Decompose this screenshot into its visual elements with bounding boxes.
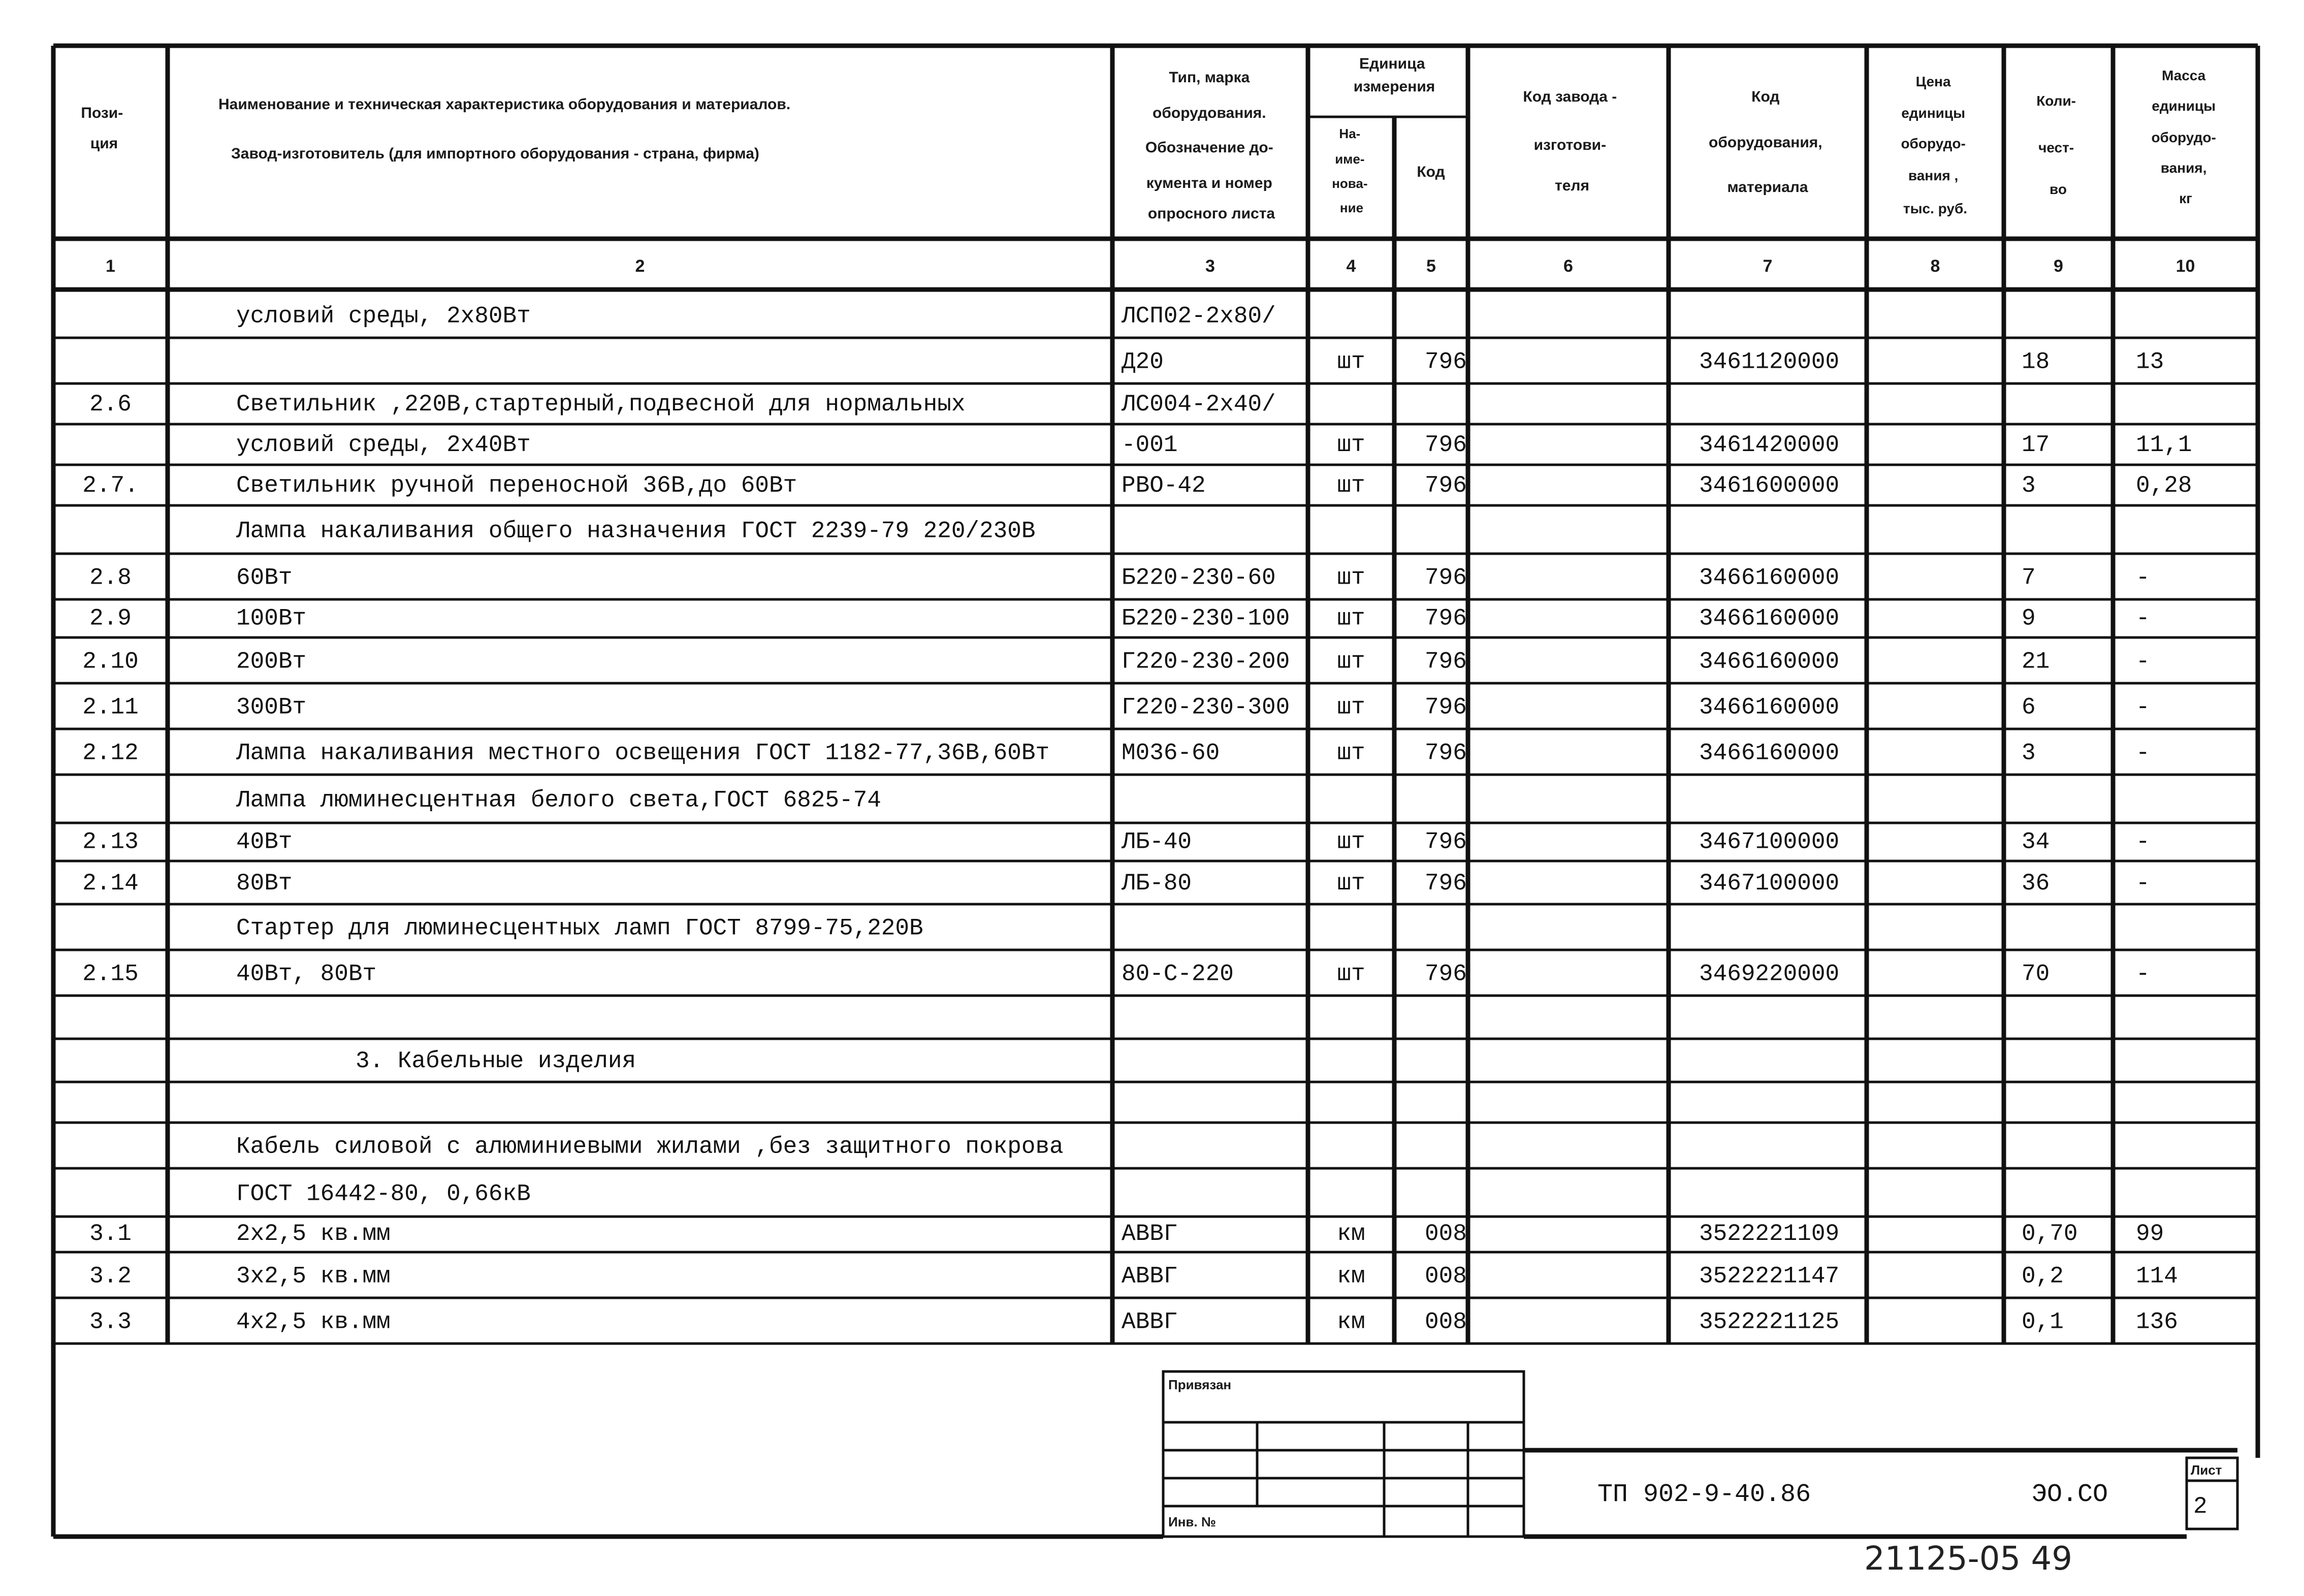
cell-name: Светильник ручной переносной 36В,до 60Вт [236, 472, 797, 499]
cell-mass: - [2136, 740, 2150, 767]
cell-pos: 2.9 [89, 605, 132, 632]
header-price: Цена единицы оборудо- вания , тыс. руб. [1901, 74, 1968, 216]
cell-qty: 36 [2022, 870, 2050, 897]
column-number: 5 [1426, 257, 1436, 276]
table-row [82, 870, 2150, 897]
cell-eq: 3461600000 [1699, 472, 1840, 499]
cell-unit: шт [1337, 961, 1365, 987]
cell-name: 300Вт [236, 694, 307, 721]
table-row [82, 961, 2150, 987]
table-row [236, 787, 881, 814]
cell-pos: 2.13 [82, 828, 139, 855]
cell-unit: км [1337, 1308, 1365, 1335]
cell-pos: 3.1 [89, 1221, 132, 1248]
table-row [89, 605, 2150, 632]
cell-eq: 3466160000 [1699, 564, 1840, 591]
column-number: 1 [106, 257, 115, 276]
cell-qty: 21 [2022, 648, 2050, 675]
column-number: 8 [1930, 257, 1940, 276]
column-number: 6 [1563, 257, 1573, 276]
table-row [82, 694, 2150, 720]
header-equipment-code: Код оборудования, материала [1709, 88, 1822, 196]
column-number: 4 [1346, 257, 1356, 276]
cell-pos: 2.7. [82, 472, 139, 499]
header-quantity: Коли- чест- во [2036, 93, 2076, 197]
table-row [236, 303, 1276, 329]
cell-type: ЛБ-40 [1122, 828, 1192, 855]
cell-eq: 3466160000 [1699, 740, 1840, 767]
cell-qty: 7 [2022, 564, 2036, 591]
table-row [236, 518, 1035, 545]
cell-pos: 2.10 [82, 648, 139, 675]
cell-unit: шт [1337, 828, 1365, 855]
table-header [81, 55, 2220, 222]
cell-name: Лампа накаливания местного освещения ГОСТ 1182-77,36В,60Вт [236, 740, 1050, 767]
cell-code: 796 [1425, 348, 1467, 375]
cell-name: 80Вт [236, 870, 293, 897]
cell-type: Б220-230-100 [1122, 605, 1290, 632]
sheet-number: 2 [2193, 1493, 2207, 1520]
table-row [1122, 348, 2164, 375]
document-mark: ЭО.СО [2032, 1480, 2108, 1509]
cell-qty: 34 [2022, 828, 2050, 855]
table-row [236, 1133, 1064, 1160]
cell-name: условий среды, 2х40Вт [236, 431, 531, 458]
cell-type: ЛСП02-2х80/ [1122, 303, 1276, 330]
cell-mass: 0,28 [2136, 472, 2192, 499]
cell-mass: - [2136, 828, 2150, 855]
header-unit-name: На- име- нова- ние [1332, 126, 1368, 215]
cell-type: ЛС004-2х40/ [1122, 391, 1276, 418]
cell-qty: 0,2 [2022, 1263, 2064, 1290]
title-block [1163, 1371, 2237, 1537]
cell-code: 008 [1425, 1308, 1467, 1335]
cell-type: -001 [1122, 431, 1178, 458]
table-row [89, 1221, 2164, 1247]
cell-type: Г220-230-200 [1122, 648, 1290, 675]
cell-code: 008 [1425, 1263, 1467, 1290]
binding-stamp-frame [1163, 1371, 1524, 1537]
table-row [82, 648, 2150, 675]
table-body [82, 303, 2192, 1335]
cell-qty: 70 [2022, 961, 2050, 987]
cell-mass: - [2136, 648, 2150, 675]
header-position: Пози- ция [81, 105, 123, 152]
cell-type: Д20 [1122, 348, 1164, 375]
table-row [82, 472, 2192, 499]
cell-unit: шт [1337, 431, 1365, 458]
header-name-line2: Завод-изготовитель (для импортного оборудования - страна, фирма) [231, 145, 759, 162]
sheet-label: Лист [2191, 1462, 2222, 1478]
cell-mass: - [2136, 605, 2150, 632]
cell-name: 40Вт [236, 828, 293, 855]
cell-name: Стартер для люминесцентных ламп ГОСТ 8799-75,220В [236, 915, 923, 942]
cell-name: ГОСТ 16442-80, 0,66кВ [236, 1180, 531, 1207]
cell-name: Лампа накаливания общего назначения ГОСТ 2239-79 220/230В [236, 518, 1036, 545]
cell-unit: шт [1337, 694, 1365, 721]
inventory-label: Инв. № [1168, 1514, 1216, 1529]
table-row [236, 915, 923, 941]
column-number: 10 [2175, 257, 2195, 276]
cell-eq: 3469220000 [1699, 961, 1840, 987]
cell-pos: 3.3 [89, 1308, 132, 1335]
cell-unit: км [1337, 1221, 1365, 1248]
cell-mass: - [2136, 564, 2150, 591]
table-row [89, 564, 2150, 591]
cell-code: 796 [1425, 431, 1467, 458]
header-plant-code: Код завода - изготови- теля [1523, 88, 1617, 194]
cell-name: 3. Кабельные изделия [356, 1048, 636, 1075]
cell-mass: - [2136, 961, 2150, 987]
cell-mass: 99 [2136, 1221, 2164, 1248]
column-numbers-row [106, 257, 2195, 276]
cell-eq: 3461420000 [1699, 431, 1840, 458]
cell-unit: шт [1337, 564, 1365, 591]
cell-unit: шт [1337, 348, 1365, 375]
cell-code: 796 [1425, 740, 1467, 767]
cell-code: 796 [1425, 605, 1467, 632]
cell-pos: 2.6 [89, 391, 132, 418]
binding-label: Привязан [1168, 1377, 1232, 1392]
cell-name: 200Вт [236, 648, 307, 675]
cell-type: РВО-42 [1122, 472, 1206, 499]
table-row [236, 1181, 531, 1207]
cell-type: Б220-230-60 [1122, 564, 1276, 591]
cell-qty: 0,70 [2022, 1221, 2078, 1248]
document-code: ТП 902-9-40.86 [1597, 1480, 1811, 1509]
cell-qty: 3 [2022, 740, 2036, 767]
column-number: 9 [2054, 257, 2063, 276]
cell-eq: 3522221109 [1699, 1221, 1840, 1248]
cell-mass: 136 [2136, 1308, 2178, 1335]
cell-mass: 11,1 [2136, 431, 2192, 458]
header-mass: Масса единицы оборудо- вания, кг [2151, 68, 2216, 206]
cell-pos: 2.12 [82, 740, 139, 767]
cell-unit: шт [1337, 605, 1365, 632]
handwritten-note: 21125-05 49 [1864, 1540, 2072, 1578]
header-name-line1: Наименование и техническая характеристика оборудования и материалов. [218, 96, 791, 113]
cell-pos: 2.11 [82, 694, 139, 721]
cell-pos: 2.8 [89, 564, 132, 591]
header-unit-code: Код [1417, 164, 1445, 180]
cell-mass: 13 [2136, 348, 2164, 375]
cell-unit: шт [1337, 870, 1365, 897]
cell-qty: 9 [2022, 605, 2036, 632]
cell-qty: 6 [2022, 694, 2036, 721]
table-row [356, 1048, 636, 1074]
cell-eq: 3467100000 [1699, 870, 1840, 897]
cell-type: Г220-230-300 [1122, 694, 1290, 721]
column-number: 2 [635, 257, 645, 276]
cell-code: 796 [1425, 472, 1467, 499]
cell-name: 40Вт, 80Вт [236, 961, 377, 987]
cell-type: АВВГ [1122, 1263, 1178, 1290]
cell-name: 60Вт [236, 564, 293, 591]
cell-name: Лампа люминесцентная белого света,ГОСТ 6825-74 [236, 787, 881, 814]
cell-pos: 2.15 [82, 961, 139, 987]
cell-eq: 3461120000 [1699, 348, 1840, 375]
cell-type: ЛБ-80 [1122, 870, 1192, 897]
cell-name: 100Вт [236, 605, 307, 632]
cell-pos: 2.14 [82, 870, 139, 897]
cell-code: 796 [1425, 828, 1467, 855]
cell-name: Светильник ,220В,стартерный,подвесной для нормальных [236, 391, 966, 418]
cell-qty: 0,1 [2022, 1308, 2064, 1335]
cell-code: 796 [1425, 961, 1467, 987]
cell-mass: - [2136, 870, 2150, 897]
table-row [89, 391, 1276, 418]
cell-type: АВВГ [1122, 1308, 1178, 1335]
cell-name: условий среды, 2х80Вт [236, 303, 531, 330]
cell-pos: 3.2 [89, 1263, 132, 1290]
cell-qty: 18 [2022, 348, 2050, 375]
cell-code: 008 [1425, 1221, 1467, 1248]
cell-type: М036-60 [1122, 740, 1220, 767]
cell-name: 3х2,5 кв.мм [236, 1263, 391, 1290]
cell-name: Кабель силовой с алюминиевыми жилами ,без защитного покрова [236, 1133, 1064, 1160]
header-type: Тип, марка оборудования. Обозначение до- кумента и номер опросного листа [1145, 69, 1275, 222]
table-row [82, 740, 2150, 766]
cell-type: АВВГ [1122, 1221, 1178, 1248]
cell-eq: 3466160000 [1699, 694, 1840, 721]
cell-name: 4х2,5 кв.мм [236, 1308, 391, 1335]
cell-unit: шт [1337, 648, 1365, 675]
cell-eq: 3466160000 [1699, 648, 1840, 675]
cell-eq: 3467100000 [1699, 828, 1840, 855]
cell-code: 796 [1425, 870, 1467, 897]
cell-name: 2х2,5 кв.мм [236, 1221, 391, 1248]
column-number: 3 [1205, 257, 1215, 276]
cell-mass: - [2136, 694, 2150, 721]
cell-eq: 3466160000 [1699, 605, 1840, 632]
column-number: 7 [1763, 257, 1773, 276]
cell-code: 796 [1425, 694, 1467, 721]
cell-mass: 114 [2136, 1263, 2178, 1290]
cell-eq: 3522221125 [1699, 1308, 1840, 1335]
cell-code: 796 [1425, 648, 1467, 675]
cell-eq: 3522221147 [1699, 1263, 1840, 1290]
cell-unit: шт [1337, 740, 1365, 767]
cell-qty: 3 [2022, 472, 2036, 499]
cell-qty: 17 [2022, 431, 2050, 458]
cell-code: 796 [1425, 564, 1467, 591]
cell-unit: шт [1337, 472, 1365, 499]
table-row [82, 829, 2150, 855]
cell-unit: км [1337, 1263, 1365, 1290]
header-unit-title: Единица измерения [1353, 55, 1435, 95]
table-row [236, 432, 2192, 458]
cell-type: 80-С-220 [1122, 961, 1234, 987]
